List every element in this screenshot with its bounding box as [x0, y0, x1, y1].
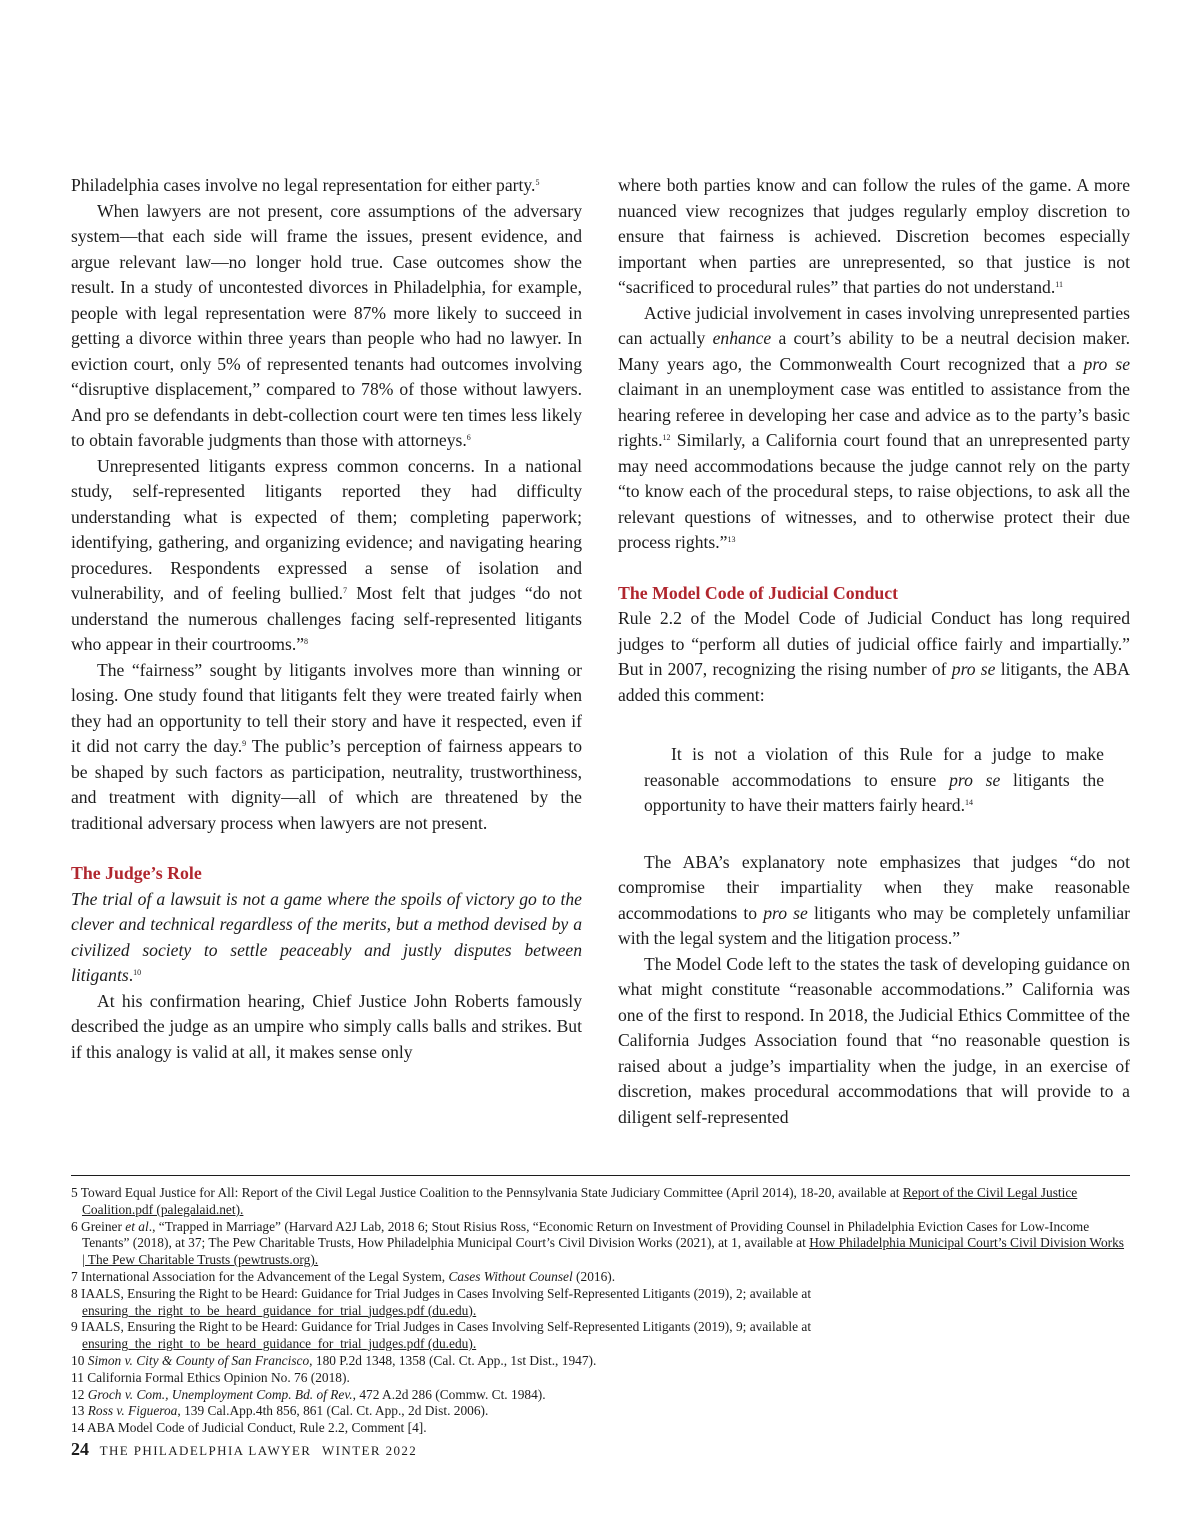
- footnote-8: 8 IAALS, Ensuring the Right to be Heard: Guidance for Trial Judges in Cases Involving Self-Represented Litigants (2019), 2; available at ensuring_the_right_to_be_heard_guidance_for_trial_judges.pdf (du.edu).: [71, 1285, 812, 1318]
- issue-date: WINTER 2022: [322, 1443, 418, 1458]
- block-quote: [644, 742, 1104, 819]
- paragraph: Rule 2.2 of the Model Code of Judicial Conduct has long required judges to “perform all duties of judicial office fairly and impartially.” But in 2007, recognizing the rising number of pro se litigants, the ABA added this comment:: [618, 608, 1130, 705]
- paragraph: The ABA’s explanatory note emphasizes that judges “do not compromise their impartiality when they make reasonable accommodations to pro se litigants who may be completely unfamiliar with the legal system and the litigation process.”: [618, 851, 1130, 948]
- footnote-5: 5 Toward Equal Justice for All: Report of the Civil Legal Justice Coalition to the Pennsylvania State Judiciary Committee (April 2014), 18-20, available at Report of the Civil Legal Justice Coalition.pdf (palegalaid.net).: [71, 1185, 1078, 1217]
- quote-text: It is not a violation of this Rule for a judge to make reasonable accommodations to ensure pro se litigants the opportunity to have their matters fairly heard.$^{14}$: [644, 744, 1105, 815]
- publication-name: THE PHILADELPHIA LAWYER: [99, 1443, 312, 1458]
- footnote-9: 9 IAALS, Ensuring the Right to be Heard: Guidance for Trial Judges in Cases Involving Self-Represented Litigants (2019), 9; available at ensuring_the_right_to_be_heard_guidance_for_trial_judges.pdf (du.edu).: [71, 1319, 812, 1352]
- footnote-ref[interactable]: 11: [1055, 280, 1063, 289]
- footnotes: [71, 1185, 1130, 1437]
- paragraph: where both parties know and can follow the rules of the game. A more nuanced view recognizes that judges regularly employ discretion to ensure that fairness is achieved. Discretion becomes especially important when parties are unrepresented, so that justice is not “sacrificed to procedural rules” that parties do not understand.$^{11}$: [618, 175, 1130, 297]
- epigraph: The trial of a lawsuit is not a game where the spoils of victory go to the clever and technical regardless of the merits, but a method devised by a civilized society to settle peaceably and justly disputes between litigants.$^{10}$: [71, 888, 582, 985]
- footnote-link[interactable]: ensuring_the_right_to_be_heard_guidance_for_trial_judges.pdf (du.edu).: [82, 1336, 477, 1352]
- paragraph: Active judicial involvement in cases involving unrepresented parties can actually enhance a court’s ability to be a neutral decision maker. Many years ago, the Commonwealth Court recognized that a pro se claimant in an unemployment case was entitled to assistance from the hearing referee in developing her case and advice as to the party’s basic rights.$^{12}$ Similarly, a California court found that an unrepresented party may need accommodations because the judge cannot rely on the party “to know each of the procedural steps, to raise objections, to ask all the relevant questions of witnesses, and to otherwise protect their due process rights.”$^{13}$: [618, 302, 1130, 552]
- footnote-10: 10 Simon v. City & County of San Francisco, 180 P.2d 1348, 1358 (Cal. Ct. App., 1st Dist., 1947).: [71, 1352, 597, 1368]
- footnote-divider: [71, 1175, 1130, 1176]
- footnote-6: 6 Greiner et al., “Trapped in Marriage” (Harvard A2J Lab, 2018 6; Stout Risius Ross, “Economic Return on Investment of Providing Counsel in Philadelphia Eviction Cases for Low-Income Tenants” (2018), at 37; The Pew Charitable Trusts, How Philadelphia Municipal Court’s Civil Division Works (2021), at 1, available at How Philadelphia Municipal Court’s Civil Division Works | The Pew Charitable Trusts (pewtrusts.org).: [71, 1218, 1125, 1268]
- right-column: [618, 173, 1130, 1130]
- section-heading-judges-role: The Judge’s Role: [71, 863, 202, 883]
- footnote-ref[interactable]: 10: [133, 968, 142, 977]
- paragraph: Unrepresented litigants express common concerns. In a national study, self-represented litigants reported they had difficulty understanding what is expected of them; completing paperwork; identifying, gathering, and organizing evidence; and navigating hearing procedures. Respondents expressed a sense of isolation and vulnerability, and of feeling bullied.$^7$ Most felt that judges “do not understand the numerous challenges facing self-represented litigants who appear in their courtrooms.”$^8$: [71, 455, 582, 654]
- paragraph: The Model Code left to the states the task of developing guidance on what might constitute “reasonable accommodations.” California was one of the first to respond. In 2018, the Judicial Ethics Committee of the California Judges Association found that “no reasonable question is raised about a judge’s impartiality when the judge, in an exercise of discretion, makes procedural accommodations that will provide to a diligent self-represented: [618, 953, 1130, 1127]
- footnote-12: 12 Groch v. Com., Unemployment Comp. Bd. of Rev., 472 A.2d 286 (Commw. Ct. 1984).: [71, 1386, 546, 1402]
- page-footer: [71, 1439, 417, 1460]
- footnote-11: 11 California Formal Ethics Opinion No. 76 (2018).: [71, 1369, 350, 1385]
- paragraph: At his confirmation hearing, Chief Justice John Roberts famously described the judge as an umpire who simply calls balls and strikes. But if this analogy is valid at all, it makes sense only: [71, 990, 582, 1062]
- paragraph: When lawyers are not present, core assumptions of the adversary system—that each side will frame the issues, present evidence, and argue relevant law—no longer hold true. Case outcomes show the result. In a study of uncontested divorces in Philadelphia, for example, people with legal representation were 87% more likely to succeed in getting a divorce within three years than people who had no lawyer. In eviction court, only 5% of represented tenants had outcomes involving “disruptive displacement,” compared to 78% of those without lawyers. And pro se defendants in debt-collection court were ten times less likely to obtain favorable judgments than those with attorneys.$^6$: [71, 200, 582, 450]
- footnote-link[interactable]: ensuring_the_right_to_be_heard_guidance_for_trial_judges.pdf (du.edu).: [82, 1302, 477, 1318]
- footnote-13: 13 Ross v. Figueroa, 139 Cal.App.4th 856, 861 (Cal. Ct. App., 2d Dist. 2006).: [71, 1403, 489, 1419]
- footnote-ref[interactable]: 13: [727, 535, 736, 544]
- footnote-7: 7 International Association for the Advancement of the Legal System, Cases Without Counsel (2016).: [71, 1268, 616, 1284]
- page-number: 24: [71, 1439, 89, 1459]
- footnote-ref[interactable]: 14: [964, 798, 973, 807]
- section-heading-model-code: The Model Code of Judicial Conduct: [618, 582, 899, 603]
- paragraph: Philadelphia cases involve no legal representation for either party.$^5$: [71, 175, 540, 195]
- footnote-14: 14 ABA Model Code of Judicial Conduct, Rule 2.2, Comment [4].: [71, 1420, 427, 1436]
- footnote-ref[interactable]: 8: [304, 637, 309, 646]
- paragraph: The “fairness” sought by litigants involves more than winning or losing. One study found that litigants felt they were treated fairly when they had an opportunity to tell their story and have it respected, even if it did not carry the day.$^9$ The public’s perception of fairness appears to be shaped by such factors as participation, neutrality, trustworthiness, and treatment with dignity—all of which are threatened by the traditional adversary process when lawyers are not present.: [71, 659, 582, 833]
- left-column: [71, 173, 582, 1065]
- footnote-ref[interactable]: 5: [535, 178, 540, 187]
- footnote-ref[interactable]: 7: [343, 586, 348, 595]
- footnote-link[interactable]: How Philadelphia Municipal Court’s Civil Division Works | The Pew Charitable Trusts (pewtrusts.org).: [82, 1235, 1125, 1268]
- footnote-link[interactable]: Report of the Civil Legal Justice Coalition.pdf (palegalaid.net).: [82, 1185, 1078, 1217]
- footnote-ref[interactable]: 9: [242, 739, 247, 748]
- footnote-ref[interactable]: 12: [662, 433, 671, 442]
- footnote-ref[interactable]: 6: [466, 433, 471, 442]
